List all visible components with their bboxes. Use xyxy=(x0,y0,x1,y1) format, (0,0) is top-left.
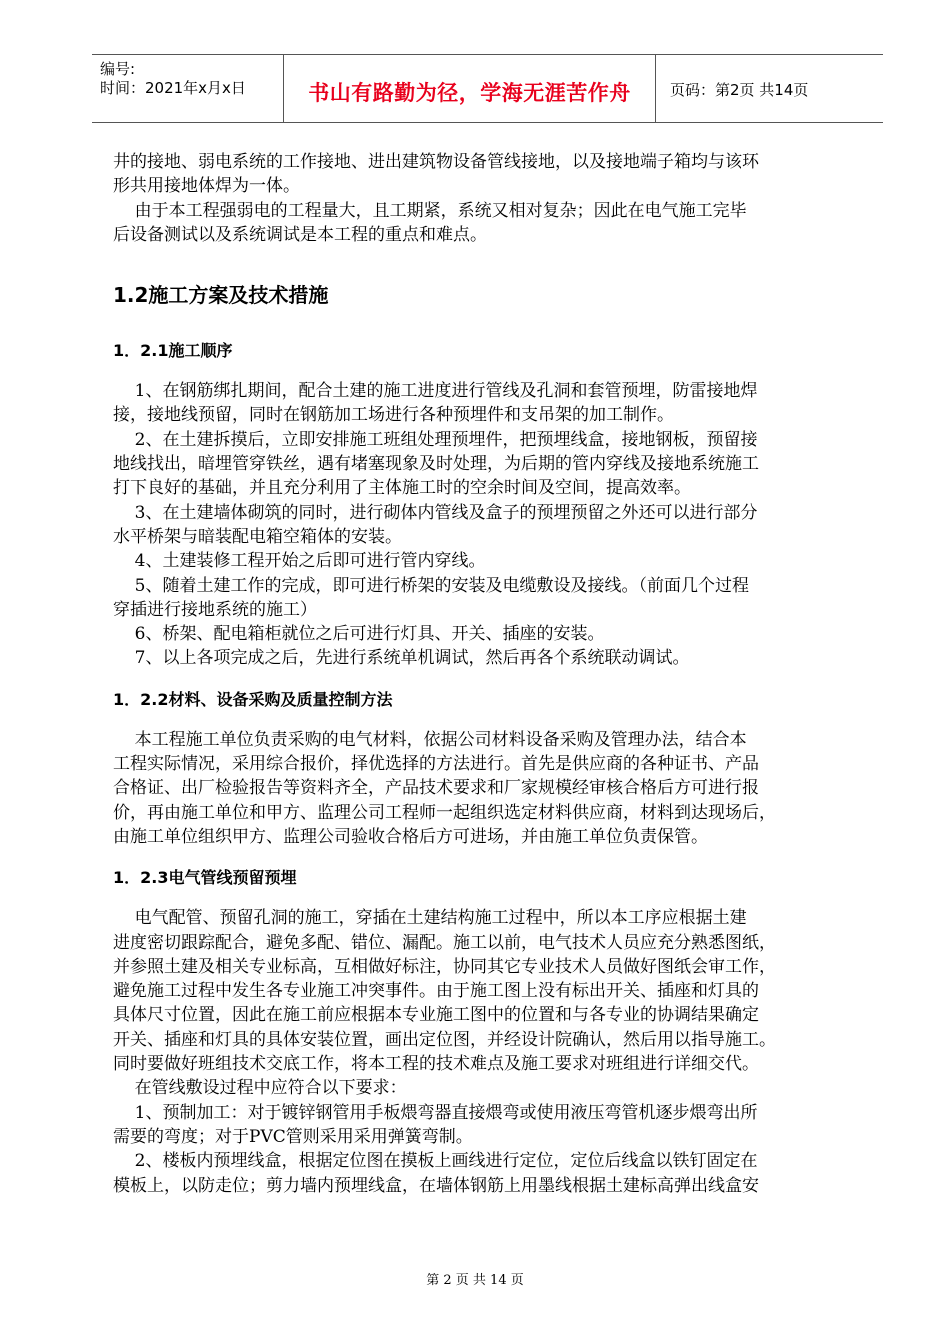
section-heading-1-2: 1.2施工方案及技术措施 xyxy=(113,283,329,308)
conduit-paragraph: 1、预制加工：对于镀锌钢管用手板煨弯器直接煨弯或使用液压弯管机逐步煨弯出所 需要的弯度；对于PVC管则采用采用弹簧弯制。 xyxy=(113,1102,758,1147)
section-heading-1-2-1: 1．2.1施工顺序 xyxy=(113,341,233,361)
construction-order-item: 1、在钢筋绑扎期间，配合土建的施工进度进行管线及孔洞和套管预埋，防雷接地焊 接，接地线预留，同时在钢筋加工场进行各种预埋件和支吊架的加工制作。 xyxy=(113,381,758,426)
page-header xyxy=(92,54,883,123)
page-footer: 第 2 页 共 14 页 xyxy=(426,1273,524,1288)
section-heading-1-2-2: 1．2.2材料、设备采购及质量控制方法 xyxy=(113,689,393,709)
construction-order-item: 7、以上各项完成之后，先进行系统单机调试，然后再各个系统联动调试。 xyxy=(113,648,690,669)
conduit-paragraph: 电气配管、预留孔洞的施工，穿插在土建结构施工过程中，所以本工序应根据土建 进度密切跟踪配合，避免多配、错位、漏配。施工以前，电气技术人员应充分熟悉图纸， 并参照土建及相关专业标高，互相做好标注，协同其它专业技术人员做好图纸会审工作， 避免施工过程中发生各专业施工冲突事件。由于施工图上没有标出开关、插座和灯具的 具体尺寸位置，因此在施工前应根据本专业施工图中的位置和与各专业的协调结果确定 开关、插座和灯具的具体安装位置，画出定位图，并经设计院确认，然后用以指导施工。 同时要做好班组技术交底工作，将本工程的技术难点及施工要求对班组进行详细交代。 xyxy=(113,908,776,1075)
conduit-paragraph: 在管线敷设过程中应符合以下要求： xyxy=(113,1078,407,1099)
construction-order-item: 5、随着土建工作的完成，即可进行桥架的安装及电缆敷设及接线。（前面几个过程 穿插进行接地系统的施工） xyxy=(113,575,749,620)
procurement-paragraph: 本工程施工单位负责采购的电气材料，依据公司材料设备采购及管理办法，结合本 工程实际情况，采用综合报价，择优选择的方法进行。首先是供应商的各种证书、产品 合格证、出厂检验报告等资料齐全，产品技术要求和厂家规模经审核合格后方可进行报 价，再由施工单位和甲方、监理公司工程师一起组织选定材料供应商，材料到达现场后， 由施工单位组织甲方、监理公司验收合格后方可进场，并由施工单位负责保管。 xyxy=(113,729,776,847)
header-motto-cell xyxy=(284,55,656,122)
header-page-cell xyxy=(656,55,883,122)
conduit-paragraph: 2、楼板内预埋线盒，根据定位图在摸板上画线进行定位，定位后线盒以铁钉固定在 模板上，以防走位；剪力墙内预埋线盒，在墙体钢筋上用墨线根据土建标高弹出线盒安 xyxy=(113,1151,759,1196)
header-motto: 书山有路勤为径，学海无涯苦作舟 xyxy=(308,81,631,105)
construction-order-item: 3、在土建墙体砌筑的同时，进行砌体内管线及盒子的预埋预留之外还可以进行部分 水平桥架与暗装配电箱空箱体的安装。 xyxy=(113,502,758,547)
document-number-label: 编号: xyxy=(100,60,136,78)
construction-order-item: 6、桥架、配电箱柜就位之后可进行灯具、开关、插座的安装。 xyxy=(113,624,605,645)
intro-paragraph: 由于本工程强弱电的工程量大，且工期紧，系统又相对复杂；因此在电气施工完毕 后设备测试以及系统调试是本工程的重点和难点。 xyxy=(113,200,747,245)
document-time-label: 时间：2021年x月x日 xyxy=(100,79,246,97)
construction-order-item: 4、土建装修工程开始之后即可进行管内穿线。 xyxy=(113,551,486,572)
header-page-number: 页码：第2页 共14页 xyxy=(670,81,809,99)
intro-paragraph: 井的接地、弱电系统的工作接地、进出建筑物设备管线接地，以及接地端子箱均与该环 形共用接地体焊为一体。 xyxy=(113,152,759,197)
header-meta-cell xyxy=(92,55,284,122)
document-body xyxy=(113,150,873,1198)
construction-order-item: 2、在土建拆摸后，立即安排施工班组处理预埋件，把预埋线盒，接地钢板，预留接 地线找出，暗埋管穿铁丝，遇有堵塞现象及时处理，为后期的管内穿线及接地系统施工 打下良好的基础，并且充分利用了主体施工时的空余时间及空间，提高效率。 xyxy=(113,429,759,499)
section-heading-1-2-3: 1．2.3电气管线预留预埋 xyxy=(113,868,297,888)
